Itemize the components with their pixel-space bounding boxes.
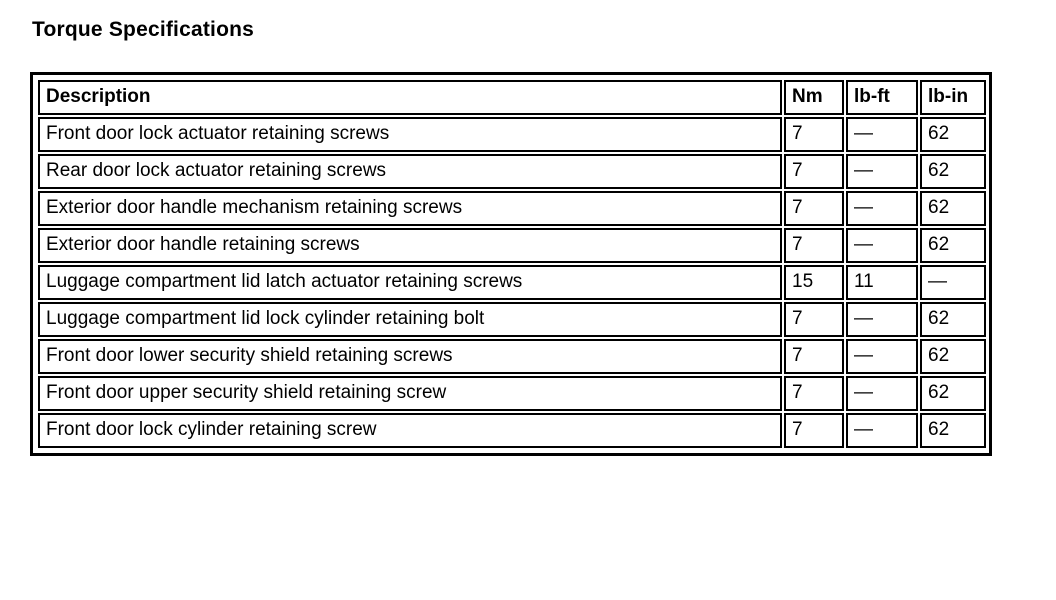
cell-description: Front door lower security shield retaining screws	[38, 339, 782, 374]
cell-nm: 15	[784, 265, 844, 300]
cell-lb-in: 62	[920, 413, 986, 448]
cell-lb-in: 62	[920, 228, 986, 263]
cell-nm: 7	[784, 117, 844, 152]
cell-lb-in: 62	[920, 117, 986, 152]
cell-description: Exterior door handle retaining screws	[38, 228, 782, 263]
table-header-row	[38, 80, 986, 115]
cell-description: Front door lock cylinder retaining screw	[38, 413, 782, 448]
cell-nm: 7	[784, 376, 844, 411]
cell-lb-in: 62	[920, 302, 986, 337]
cell-description: Luggage compartment lid lock cylinder retaining bolt	[38, 302, 782, 337]
cell-lb-ft: —	[846, 413, 918, 448]
cell-lb-ft: —	[846, 228, 918, 263]
cell-lb-ft: —	[846, 154, 918, 189]
page-title: Torque Specifications	[32, 18, 255, 41]
cell-lb-ft: —	[846, 376, 918, 411]
cell-lb-ft: 11	[846, 265, 918, 300]
cell-lb-ft: —	[846, 191, 918, 226]
cell-description: Rear door lock actuator retaining screws	[38, 154, 782, 189]
table-body	[38, 117, 986, 448]
table-row	[38, 339, 986, 374]
table-row	[38, 228, 986, 263]
table-row	[38, 191, 986, 226]
cell-lb-in: —	[920, 265, 986, 300]
cell-description: Luggage compartment lid latch actuator retaining screws	[38, 265, 782, 300]
cell-lb-in: 62	[920, 191, 986, 226]
cell-lb-in: 62	[920, 339, 986, 374]
cell-description: Exterior door handle mechanism retaining screws	[38, 191, 782, 226]
table-row	[38, 154, 986, 189]
cell-nm: 7	[784, 413, 844, 448]
table-row	[38, 117, 986, 152]
cell-description: Front door lock actuator retaining screws	[38, 117, 782, 152]
cell-lb-in: 62	[920, 376, 986, 411]
table-header	[38, 80, 986, 115]
column-header-lb-ft: lb-ft	[846, 80, 918, 115]
cell-lb-ft: —	[846, 117, 918, 152]
cell-nm: 7	[784, 154, 844, 189]
table-row	[38, 376, 986, 411]
cell-nm: 7	[784, 228, 844, 263]
column-header-description: Description	[38, 80, 782, 115]
column-header-lb-in: lb-in	[920, 80, 986, 115]
torque-specifications-table	[36, 78, 988, 450]
torque-specifications-table-container	[30, 72, 992, 456]
table-row	[38, 302, 986, 337]
cell-lb-ft: —	[846, 339, 918, 374]
cell-nm: 7	[784, 339, 844, 374]
cell-description: Front door upper security shield retaining screw	[38, 376, 782, 411]
column-header-nm: Nm	[784, 80, 844, 115]
table-row	[38, 413, 986, 448]
table-row	[38, 265, 986, 300]
cell-nm: 7	[784, 191, 844, 226]
cell-lb-in: 62	[920, 154, 986, 189]
cell-nm: 7	[784, 302, 844, 337]
cell-lb-ft: —	[846, 302, 918, 337]
